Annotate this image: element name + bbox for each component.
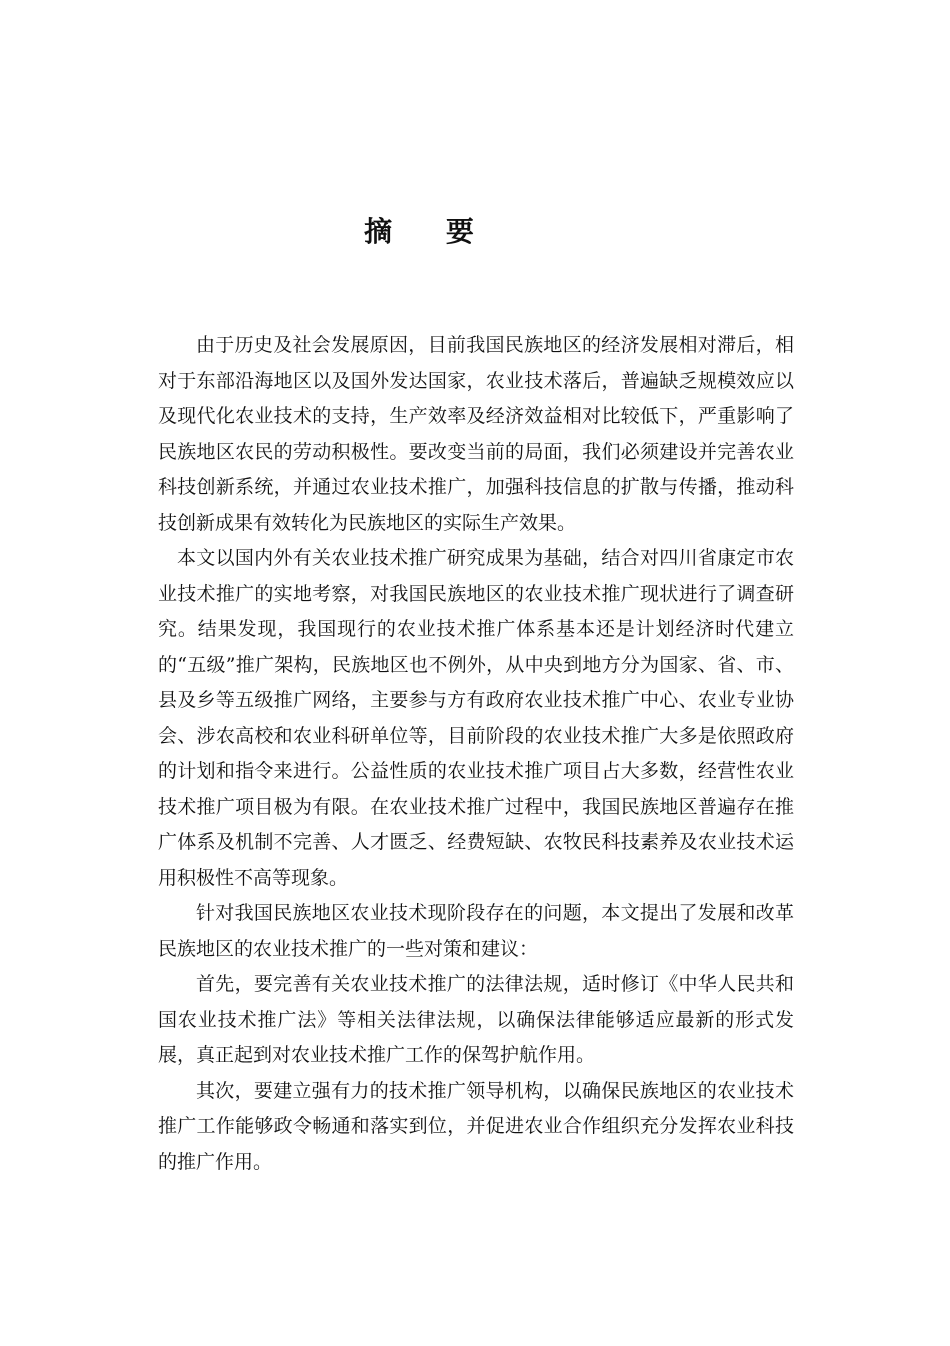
paragraph-research-findings: 本文以国内外有关农业技术推广研究成果为基础，结合对四川省康定市农业技术推广的实地考察，对我国民族地区的农业技术推广现状进行了调查研究。结果发现，我国现行的农业技术推广体系基本还是计划经济时代建立的“五级”推广架构，民族地区也不例外，从中央到地方分为国家、省、市、县及乡等五级推广网络，主要参与方有政府农业技术推广中心、农业专业协会、涉农高校和农业科研单位等，目前阶段的农业技术推广大多是依照政府的计划和指令来进行。公益性质的农业技术推广项目占大多数，经营性农业技术推广项目极为有限。在农业技术推广过程中，我国民族地区普遍存在推广体系及机制不完善、人才匮乏、经费短缺、农牧民科技素养及农业技术运用积极性不高等现象。: [158, 547, 794, 889]
abstract-body: [158, 328, 794, 1180]
paragraph-first-proposal: 首先，要完善有关农业技术推广的法律法规，适时修订《中华人民共和国农业技术推广法》等相关法律法规，以确保法律能够适应最新的形式发展，真正起到对农业技术推广工作的保驾护航作用。: [158, 973, 794, 1066]
paragraph-second-proposal: 其次，要建立强有力的技术推广领导机构，以确保民族地区的农业技术推广工作能够政令畅通和落实到位，并促进农业合作组织充分发挥农业科技的推广作用。: [158, 1079, 794, 1173]
paragraph-proposals-intro: 针对我国民族地区农业技术现阶段存在的问题，本文提出了发展和改革民族地区的农业技术推广的一些对策和建议：: [158, 902, 794, 960]
paragraph-background: 由于历史及社会发展原因，目前我国民族地区的经济发展相对滞后，相对于东部沿海地区以及国外发达国家，农业技术落后，普遍缺乏规模效应以及现代化农业技术的支持，生产效率及经济效益相对比较低下，严重影响了民族地区农民的劳动积极性。要改变当前的局面，我们必须建设并完善农业科技创新系统，并通过农业技术推广，加强科技信息的扩散与传播，推动科技创新成果有效转化为民族地区的实际生产效果。: [158, 334, 794, 534]
abstract-title: 摘 要: [364, 215, 496, 248]
